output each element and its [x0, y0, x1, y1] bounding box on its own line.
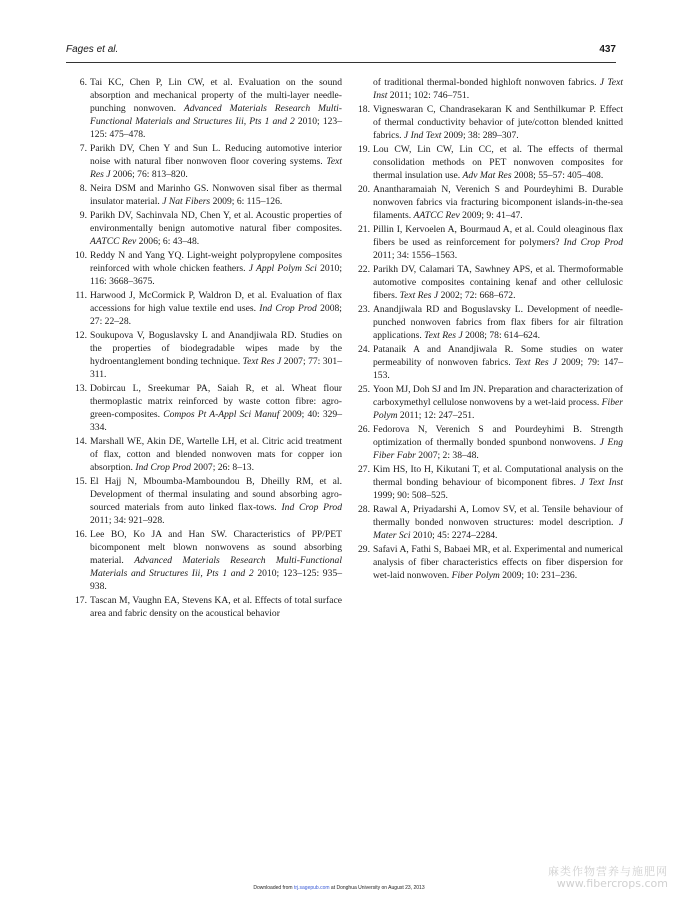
reference-body [373, 143, 623, 182]
reference-source: Fiber Polym [451, 570, 500, 581]
reference-body [373, 383, 623, 422]
reference-source: Text Res J [514, 357, 558, 368]
references-left-column [72, 76, 342, 621]
reference-details: 2008; 55–57: 405–408. [511, 170, 604, 181]
reference-body [90, 142, 342, 181]
reference-item [355, 423, 623, 462]
reference-text: Lou CW, Lin CW, Lin CC, et al. The effects of thermal consolidation methods on PET nonwoven composites for thermal insulation use. [373, 144, 623, 181]
reference-number: 23. [358, 304, 370, 315]
reference-body [90, 382, 342, 434]
reference-number: 20. [358, 184, 370, 195]
reference-number: 21. [358, 224, 370, 235]
reference-number: 13. [75, 383, 87, 394]
reference-body [373, 503, 623, 542]
reference-number: 14. [75, 436, 87, 447]
reference-source: J Nat Fibers [162, 196, 211, 207]
reference-number: 8. [79, 183, 87, 194]
reference-details: 2009; 38: 289–307. [441, 130, 519, 141]
reference-number: 9. [79, 210, 87, 221]
reference-details: 2010; 123–125: 935–938. [90, 568, 342, 592]
reference-source: Compos Pt A-Appl Sci Manuf [163, 409, 280, 420]
reference-number: 6. [79, 77, 87, 88]
reference-source: Text Res J [399, 290, 439, 301]
reference-number: 29. [358, 544, 370, 555]
reference-item [72, 435, 342, 474]
reference-source: Text Res J [90, 156, 342, 180]
reference-details: 2011; 12: 247–251. [397, 410, 475, 421]
reference-text: Anandjiwala RD and Boguslavsky L. Development of needle-punched nonwoven fabrics from flax fibers for air filtration applications. [373, 304, 623, 341]
reference-number: 28. [358, 504, 370, 515]
reference-body [90, 475, 342, 527]
reference-body [373, 463, 623, 502]
reference-item [72, 289, 342, 328]
reference-body [373, 343, 623, 382]
reference-body [373, 423, 623, 462]
reference-text: El Hajj N, Mboumba-Mamboundou B, Dheilly RM, et al. Development of thermal insulating and sound absorbing agro-sourced materials from auto linked flax-tows. [90, 476, 342, 513]
reference-item [355, 183, 623, 222]
reference-text: Neira DSM and Marinho GS. Nonwoven sisal fiber as thermal insulator material. [90, 183, 342, 207]
page-number: 437 [599, 44, 616, 55]
reference-text: Tascan M, Vaughn EA, Stevens KA, et al. Effects of total surface area and fabric density on the acoustical behavior [90, 595, 342, 619]
reference-details: 1999; 90: 508–525. [373, 490, 448, 501]
reference-source: Text Res J [424, 330, 463, 341]
reference-number: 12. [75, 330, 87, 341]
footer-prefix: Downloaded from [253, 885, 294, 891]
reference-body [373, 183, 623, 222]
reference-text: Patanaik A and Anandjiwala R. Some studies on water permeability of nonwoven fabrics. [373, 344, 623, 368]
reference-details: 2009; 6: 115–126. [210, 196, 283, 207]
reference-item [72, 382, 342, 434]
reference-text: Soukupova V, Boguslavsky L and Anandjiwala RD. Studies on the properties of biodegradable wipes made by the hydroentanglement bonding technique. [90, 330, 342, 367]
reference-item [355, 223, 623, 262]
reference-item [355, 503, 623, 542]
reference-body [373, 263, 623, 302]
reference-details: 2010; 123–125: 475–478. [90, 116, 343, 140]
reference-text: Parikh DV, Sachinvala ND, Chen Y, et al. Acoustic properties of environmentally benign automotive natural fiber composites. [90, 210, 342, 234]
reference-number: 15. [75, 476, 87, 487]
reference-17-continuation [355, 76, 623, 102]
reference-body [90, 528, 342, 593]
reference-source: Ind Crop Prod [259, 303, 317, 314]
reference-number: 25. [358, 384, 370, 395]
reference-source: J Eng Fiber Fabr [373, 437, 623, 461]
reference-text: Parikh DV, Calamari TA, Sawhney APS, et al. Thermoformable automotive composites containing kenaf and other cellulosic fibers. [373, 264, 623, 301]
reference-details: 2009; 10: 231–236. [499, 570, 578, 581]
reference-body [373, 223, 623, 262]
reference-source: Fiber Polym [373, 397, 623, 421]
running-head [66, 44, 616, 60]
reference-source: Advanced Materials Research Multi-Functional Materials and Structures Iii, Pts 1 and 2 [90, 555, 342, 579]
reference-body [373, 543, 623, 582]
reference-body [373, 303, 623, 342]
header-rule [66, 62, 616, 63]
reference-source: Ind Crop Prod [563, 237, 623, 248]
reference-number: 22. [358, 264, 370, 275]
references-right-column [355, 76, 623, 583]
running-head-authors: Fages et al. [66, 44, 119, 55]
reference-source: J Ind Text [403, 130, 442, 141]
reference-details: 2008; 27: 22–28. [90, 303, 342, 327]
reference-text: Yoon MJ, Doh SJ and Im JN. Preparation and characterization of carboxymethyl cellulose nonwovens by a wet-laid process. [373, 384, 623, 408]
reference-item [72, 594, 342, 620]
reference-text: Tai KC, Chen P, Lin CW, et al. Evaluation on the sound absorption and mechanical property of the multi-layer needle-punching nonwoven. [90, 77, 342, 114]
reference-source: Ind Crop Prod [135, 462, 192, 473]
reference-number: 19. [358, 144, 370, 155]
reference-source: Text Res J [242, 356, 282, 367]
reference-text: Safavi A, Fathi S, Babaei MR, et al. Experimental and numerical analysis of fiber characteristics effects on fiber dispersion for wet-laid nonwoven. [373, 544, 623, 581]
reference-item [355, 103, 623, 142]
reference-body [90, 76, 342, 141]
reference-item [72, 76, 342, 141]
reference-details: 2006; 76: 813–820. [110, 169, 188, 180]
reference-text: Harwood J, McCormick P, Waldron D, et al. Evaluation of flax accessions for high value textile end uses. [90, 290, 342, 314]
reference-text: Reddy N and Yang YQ. Light-weight polypropylene composites reinforced with whole chicken feathers. [90, 250, 342, 274]
reference-item [72, 249, 342, 288]
reference-text: Vigneswaran C, Chandrasekaran K and Senthilkumar P. Effect of thermal conductivity behavior of jute/cotton blended knitted fabrics. [373, 104, 623, 141]
reference-text: Lee BO, Ko JA and Han SW. Characteristics of PP/PET bicomponent melt blown nonwovens as sound absorbing material. [90, 529, 342, 566]
reference-details: 2009; 79: 147–153. [373, 357, 624, 381]
reference-number: 16. [75, 529, 87, 540]
reference-details: 2002; 72: 668–672. [438, 290, 516, 301]
reference-source: Ind Crop Prod [281, 502, 342, 513]
reference-number: 24. [358, 344, 370, 355]
reference-details: 2010; 45: 2274–2284. [410, 530, 498, 541]
reference-item [355, 143, 623, 182]
reference-source: AATCC Rev [90, 236, 137, 247]
reference-item [72, 182, 342, 208]
reference-number: 18. [358, 104, 370, 115]
reference-item [355, 383, 623, 422]
reference-item [355, 343, 623, 382]
reference-body [90, 289, 342, 328]
reference-number: 11. [75, 290, 87, 301]
reference-number: 7. [79, 143, 87, 154]
reference-item [72, 329, 342, 381]
reference-text: Marshall WE, Akin DE, Wartelle LH, et al. Citric acid treatment of flax, cotton and blended nonwoven mats for copper ion absorption. [90, 436, 342, 473]
reference-source: Advanced Materials Research Multi-Functional Materials and Structures Iii, Pts 1 and 2 [90, 103, 342, 127]
reference-details: 2007; 26: 8–13. [191, 462, 255, 473]
reference-details: 2011; 34: 921–928. [90, 515, 165, 526]
watermark-chinese: 麻类作物营养与施肥网 [548, 865, 668, 878]
reference-text: Anantharamaiah N, Verenich S and Pourdeyhimi B. Durable nonwoven fabrics via fracturing bicomponent islands-in-the-sea filaments. [373, 184, 623, 221]
reference-item [72, 528, 342, 593]
reference-item [72, 209, 342, 248]
reference-body [90, 594, 342, 620]
reference-body [90, 435, 342, 474]
reference-text: of traditional thermal-bonded highloft nonwoven fabrics. [373, 77, 600, 88]
reference-source: J Text Inst [580, 477, 623, 488]
reference-source: J Mater Sci [373, 517, 623, 541]
reference-text: Parikh DV, Chen Y and Sun L. Reducing automotive interior noise with natural fiber nonwoven floor covering systems. [90, 143, 342, 167]
reference-details: 2009; 40: 329–334. [90, 409, 343, 433]
reference-number: 26. [358, 424, 370, 435]
reference-body [90, 209, 342, 248]
watermark-url: www.fibercrops.com [556, 877, 668, 890]
reference-item [72, 142, 342, 181]
reference-number: 27. [358, 464, 370, 475]
reference-source: J Appl Polym Sci [248, 263, 317, 274]
reference-details: 2011; 34: 1556–1563. [373, 250, 458, 261]
reference-body [373, 103, 623, 142]
reference-details: 2007; 77: 301–311. [90, 356, 342, 380]
reference-number: 17. [75, 595, 87, 606]
reference-text: Kim HS, Ito H, Kikutani T, et al. Computational analysis on the thermal bonding behaviour of bicomponent fibres. [373, 464, 623, 488]
reference-details: 2010; 116: 3668–3675. [90, 263, 342, 287]
reference-source: J Text Inst [373, 77, 623, 101]
reference-body [90, 329, 342, 381]
reference-item [72, 475, 342, 527]
reference-details: 2008; 78: 614–624. [462, 330, 540, 341]
reference-details: 2011; 102: 746–751. [387, 90, 470, 101]
reference-source: AATCC Rev [413, 210, 460, 221]
reference-text: Dobircau L, Sreekumar PA, Saiah R, et al. Wheat flour thermoplastic matrix reinforced by waste cotton fibre: agro-green-composites. [90, 383, 342, 420]
reference-number: 10. [75, 250, 87, 261]
reference-body [90, 249, 342, 288]
reference-item [355, 543, 623, 582]
footer-link[interactable]: trj.sagepub.com [293, 885, 330, 891]
reference-text: Fedorova N, Verenich S and Pourdeyhimi B. Strength optimization of thermally bonded spunbond nonwovens. [373, 424, 623, 448]
reference-item [355, 303, 623, 342]
reference-item [355, 463, 623, 502]
watermark [548, 866, 668, 890]
reference-details: 2009; 9: 41–47. [459, 210, 523, 221]
reference-item [355, 263, 623, 302]
reference-text: Pillin I, Kervoelen A, Bourmaud A, et al. Could oleaginous flax fibers be used as reinforcement for polymers? [373, 224, 623, 248]
reference-details: 2007; 2: 38–48. [415, 450, 479, 461]
reference-details: 2006; 6: 43–48. [136, 236, 200, 247]
reference-source: Adv Mat Res [462, 170, 512, 181]
reference-text: Rawal A, Priyadarshi A, Lomov SV, et al. Tensile behaviour of thermally bonded nonwoven structures: model description. [373, 504, 623, 528]
footer-suffix: at Donghua University on August 23, 2013 [329, 885, 425, 891]
reference-body [90, 182, 342, 208]
